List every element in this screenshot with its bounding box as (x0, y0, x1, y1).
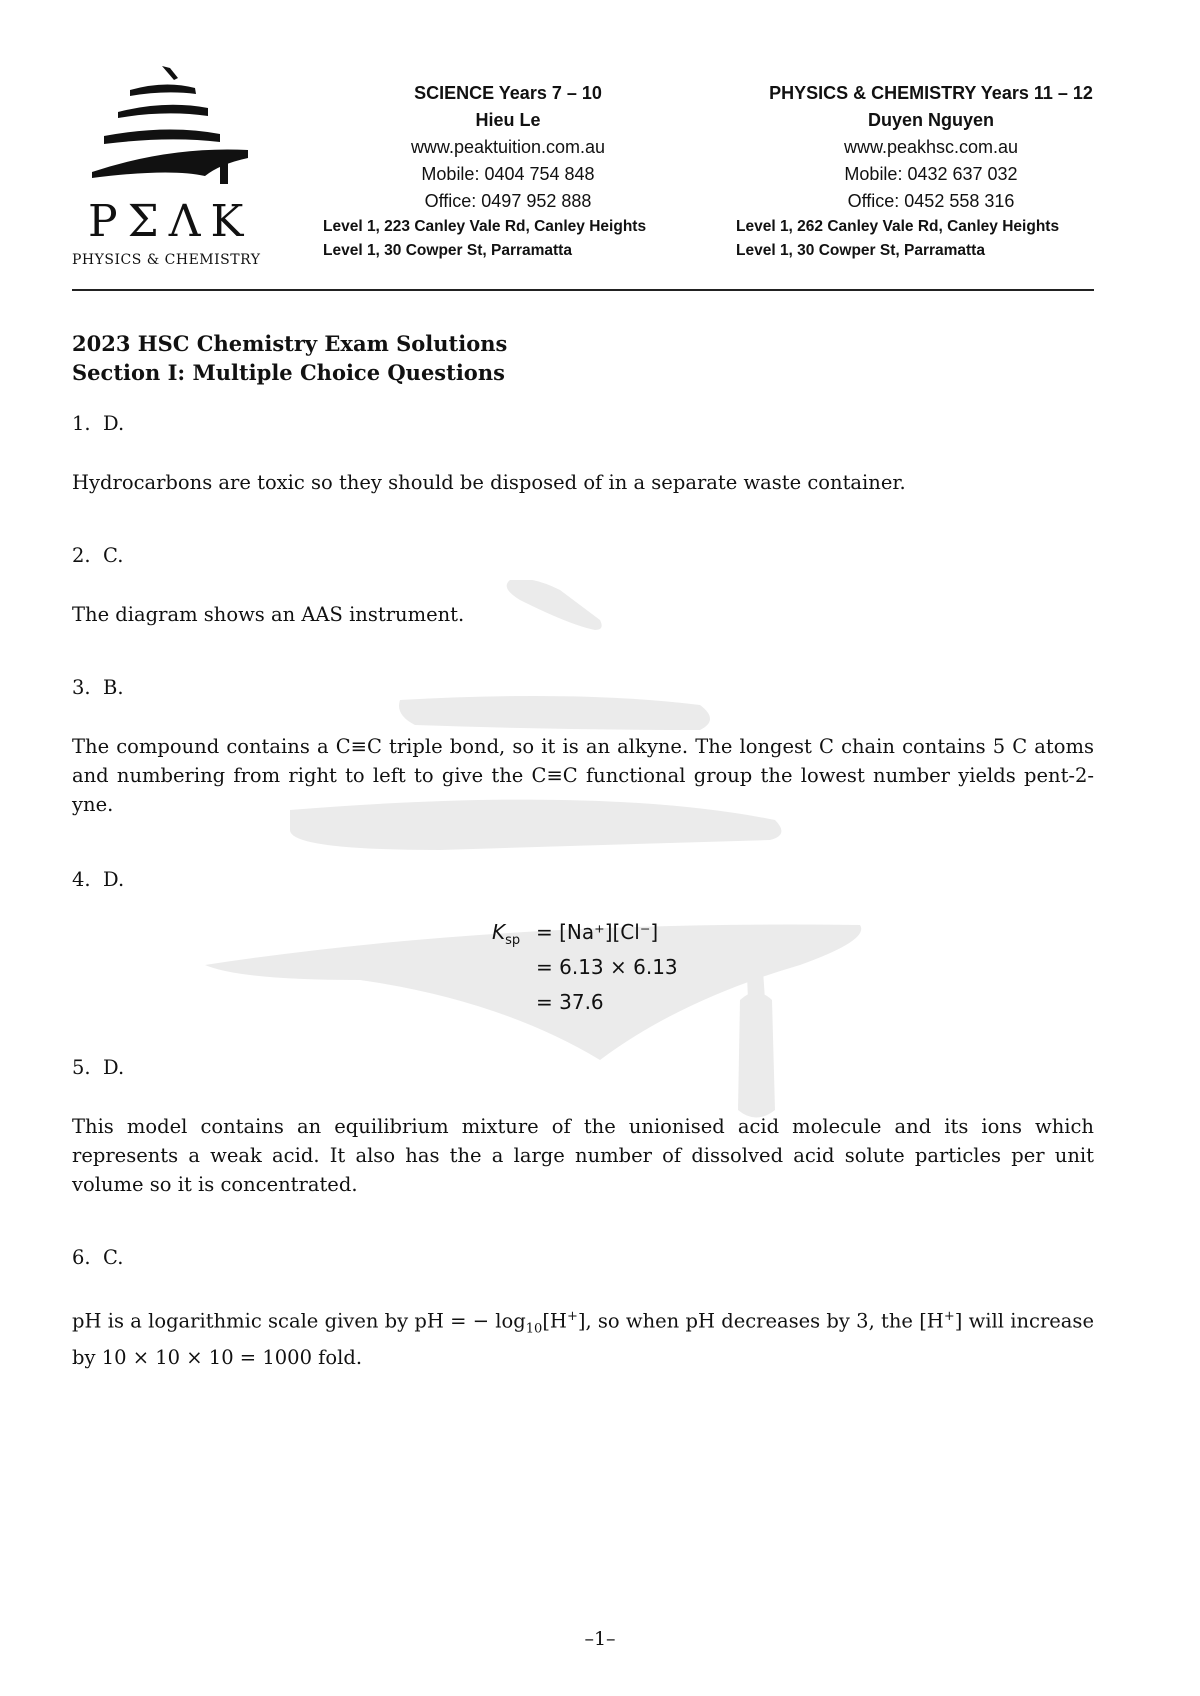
equation-line-3: = 37.6 (536, 990, 604, 1014)
science-address-2: Level 1, 30 Cowper St, Parramatta (323, 242, 572, 259)
answer-letter: C. (103, 544, 124, 567)
answer-letter: D. (103, 412, 125, 435)
text-part: ], so when pH decreases by 3, the [H (577, 1309, 944, 1333)
text-part: pH is a logarithmic scale given by pH = − log (72, 1309, 526, 1333)
h-plus-sup: + (943, 1309, 955, 1324)
logo-subtitle: PHYSICS & CHEMISTRY (72, 252, 261, 268)
equation-line-1: = [Na⁺][Cl⁻] (536, 920, 659, 944)
header-divider (72, 289, 1094, 291)
h-plus-sup: + (566, 1309, 578, 1324)
science-website-link[interactable]: www.peaktuition.com.au (410, 137, 606, 157)
answer-letter: B. (103, 676, 124, 699)
science-office: Office: 0497 952 888 (424, 191, 592, 211)
question-number: 6. (72, 1246, 91, 1269)
question-number: 4. (72, 868, 91, 891)
document-title: 2023 HSC Chemistry Exam Solutions (72, 331, 508, 356)
science-address-1: Level 1, 223 Canley Vale Rd, Canley Heights (323, 218, 647, 235)
question-2-answer (72, 544, 1094, 567)
physics-website-link[interactable]: www.peakhsc.com.au (843, 137, 1019, 157)
question-3-answer (72, 676, 1094, 699)
answer-letter: D. (103, 868, 125, 891)
physics-contact-block (736, 80, 1126, 263)
ksp-symbol (492, 920, 520, 948)
log-base: 10 (525, 1321, 543, 1337)
logo-wordmark: PΣΛK (88, 196, 254, 247)
question-6-answer (72, 1246, 1094, 1269)
question-number: 1. (72, 412, 91, 435)
ksp-k: K (492, 920, 506, 944)
question-4-answer (72, 868, 1094, 891)
science-contact-block (323, 80, 693, 263)
physics-office: Office: 0452 558 316 (847, 191, 1015, 211)
page-number: –1– (584, 1628, 616, 1650)
question-1-explanation: Hydrocarbons are toxic so they should be disposed of in a separate waste container. (72, 471, 906, 494)
science-mobile: Mobile: 0404 754 848 (421, 164, 595, 184)
question-5-explanation: This model contains an equilibrium mixture of the unionised acid molecule and its ions which represents a weak acid. It also has the a large number of dissolved acid solute particles per unit volume so it is concentrated. (72, 1115, 1094, 1196)
answer-letter: D. (103, 1056, 125, 1079)
question-number: 3. (72, 676, 91, 699)
text-part: ] will increase by 10 × 10 × 10 = 1000 fold. (72, 1309, 1094, 1370)
physics-tutor-name: Duyen Nguyen (867, 110, 995, 130)
question-3-explanation: The compound contains a C≡C triple bond, so it is an alkyne. The longest C chain contains 5 C atoms and numbering from right to left to give the C≡C functional group the lowest number yields pent-2-yne. (72, 735, 1094, 816)
question-2-explanation: The diagram shows an AAS instrument. (72, 603, 465, 626)
physics-address-1: Level 1, 262 Canley Vale Rd, Canley Heights (736, 218, 1060, 235)
section-title: Section I: Multiple Choice Questions (72, 360, 505, 385)
question-5-answer (72, 1056, 1094, 1079)
equation-line-2: = 6.13 × 6.13 (536, 955, 678, 979)
physics-address-2: Level 1, 30 Cowper St, Parramatta (736, 242, 985, 259)
science-title: SCIENCE Years 7 – 10 (414, 83, 602, 103)
question-number: 2. (72, 544, 91, 567)
science-tutor-name: Hieu Le (475, 110, 541, 130)
question-1-answer (72, 412, 1094, 435)
ksp-subscript: sp (505, 933, 521, 948)
physics-mobile: Mobile: 0432 637 032 (844, 164, 1018, 184)
question-6-explanation (72, 1302, 1094, 1372)
physics-title: PHYSICS & CHEMISTRY Years 11 – 12 (769, 83, 1093, 103)
question-number: 5. (72, 1056, 91, 1079)
answer-letter: C. (103, 1246, 124, 1269)
text-part: [H (542, 1309, 567, 1333)
